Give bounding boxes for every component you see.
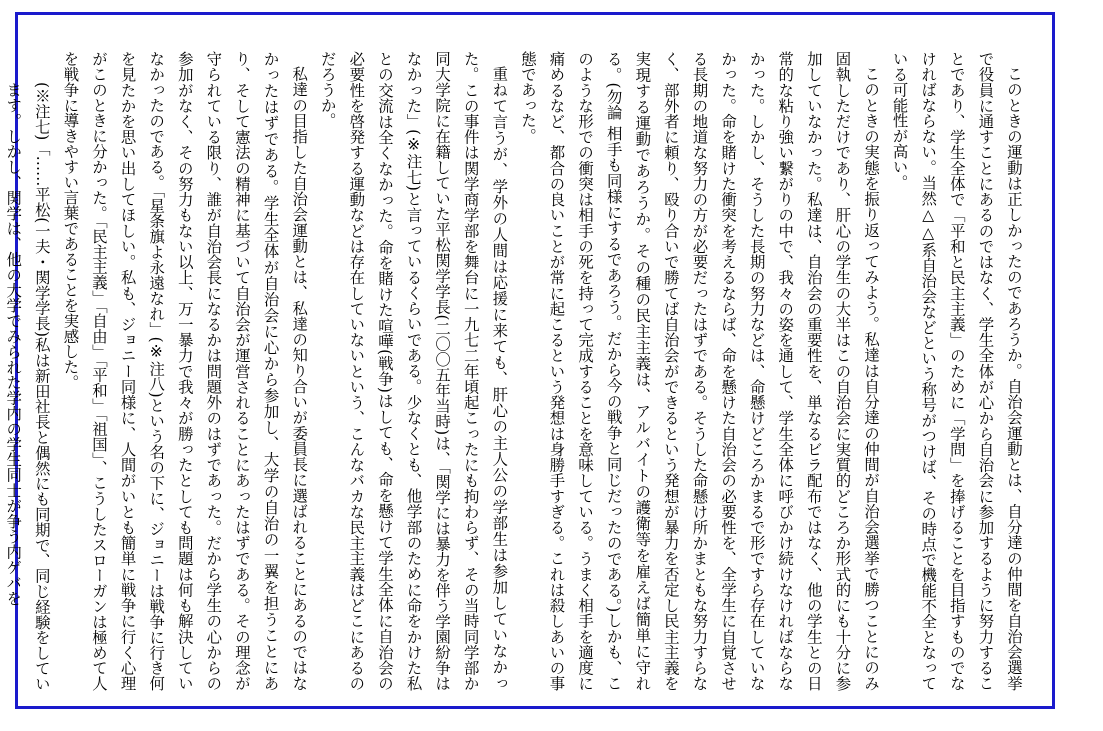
- footnote-7: (※注七)「……平松(一夫・関学学長)私は新田社長と偶然にも同期で、同じ経験をしています。しかし、関学は、他の大学でみられた学内の学生同士が争う内ゲバを: [4, 81, 51, 691]
- paragraph-4: 私達の目指した自治会運動とは、私達の知り合いが委員長に選ばれることにあるのではなかったはずである。学生全体が自治会に心から参加し、大学の自治の一翼を担うことにあり、そして憲法の精神に基づいて自治会が運営されることにあったはずである。その理念が守られている限り、誰が自治会長になるかは問題外のはずであった。だから学生の心からの参加がなく、その努力もない以上、万一暴力で我々が勝ったとしても問題は何も解決していなかったのである。「星条旗よ永遠なれ」(※注八)という名の下に、ジョニーは戦争に行き何を見たかを思い出してほしい。私も、ジョニー同様に、人間がいとも簡単に戦争に行く心理がこのときに分かった。「民主主義」「自由」「平和」「祖国」、こうしたスローガンは極めて人を戦争に導きやすい言葉であることを実感した。: [61, 51, 309, 691]
- vertical-text-body: [4, 51, 1028, 691]
- paragraph-2: このときの実態を振り返ってみよう。私達は自分達の仲間が自治会選挙で勝つことにのみ固執しただけであり、肝心の学生の大半はこの自治会に実質的どころか形式的にも十分に参加していなかった。私達は、自治会の重要性を、単なるビラ配布ではなく、他の学生との日常的な粘り強い繋がりの中で、我々の姿を通して、学生全体に呼びかけ続けなければならなかった。しかし、そうした長期の努力などは、命懸けどころかまるで形ですら存在していなかった。命を賭けた衝突を考えるならば、命を懸けた自治会の必要性を、全学生に自覚させる長期の地道な努力の方が必要だったはずである。そうした命懸け所かまともな努力すらなく、部外者に頼り、殴り合いで勝てば自治会ができるという発想が暴力を否定し民主主義を実現する運動であろうか。その種の民主主義は、アルバイトの護衛等を雇えば簡単に守れる。(勿論 相手も同様にするであろう。だから今の戦争と同じだったのである。)しかも、このような形での衝突は相手の死を持って完成することを意味している。うまく相手を適度に痛めるなど、都合の良いことが常に起こるという発想は身勝手すぎる。これは殺しあいの事態であった。: [518, 51, 881, 691]
- paragraph-3: 重ねて言うが、学外の人間は応援に来ても、肝心の主人公の学部生は参加していなかった。この事件は関学商学部を舞台に一九七二年頃起こったにも拘わらず、その当時同学部か同大学院に在籍していた平松関学学長(二〇〇五年当時)は、「関学には暴力を伴う学園紛争はなかった」(※注七)と言っているくらいである。少なくとも、他学部のために命をかけた私との交流は全くなかった。命を賭けた喧嘩(戦争)はしても、命を懸けて学生全体に自治会の必要性を啓発する運動などは存在していないという、こんなバカな民主主義はどこにあるのだろうか。: [318, 51, 509, 691]
- paragraph-1: このときの運動は正しかったのであろうか。自治会運動とは、自分達の仲間を自治会選挙で役員に通すことにあるのではなく、学生全体が心から自治会に参加するように努力することであり、学生全体で「平和と民主主義」のために「学問」を捧げることを目指すものでなければならない。当然△△系自治会などという称号がつけば、その時点で機能不全となっている可能性が高い。: [890, 51, 1023, 691]
- page-frame: [4, 12, 1055, 709]
